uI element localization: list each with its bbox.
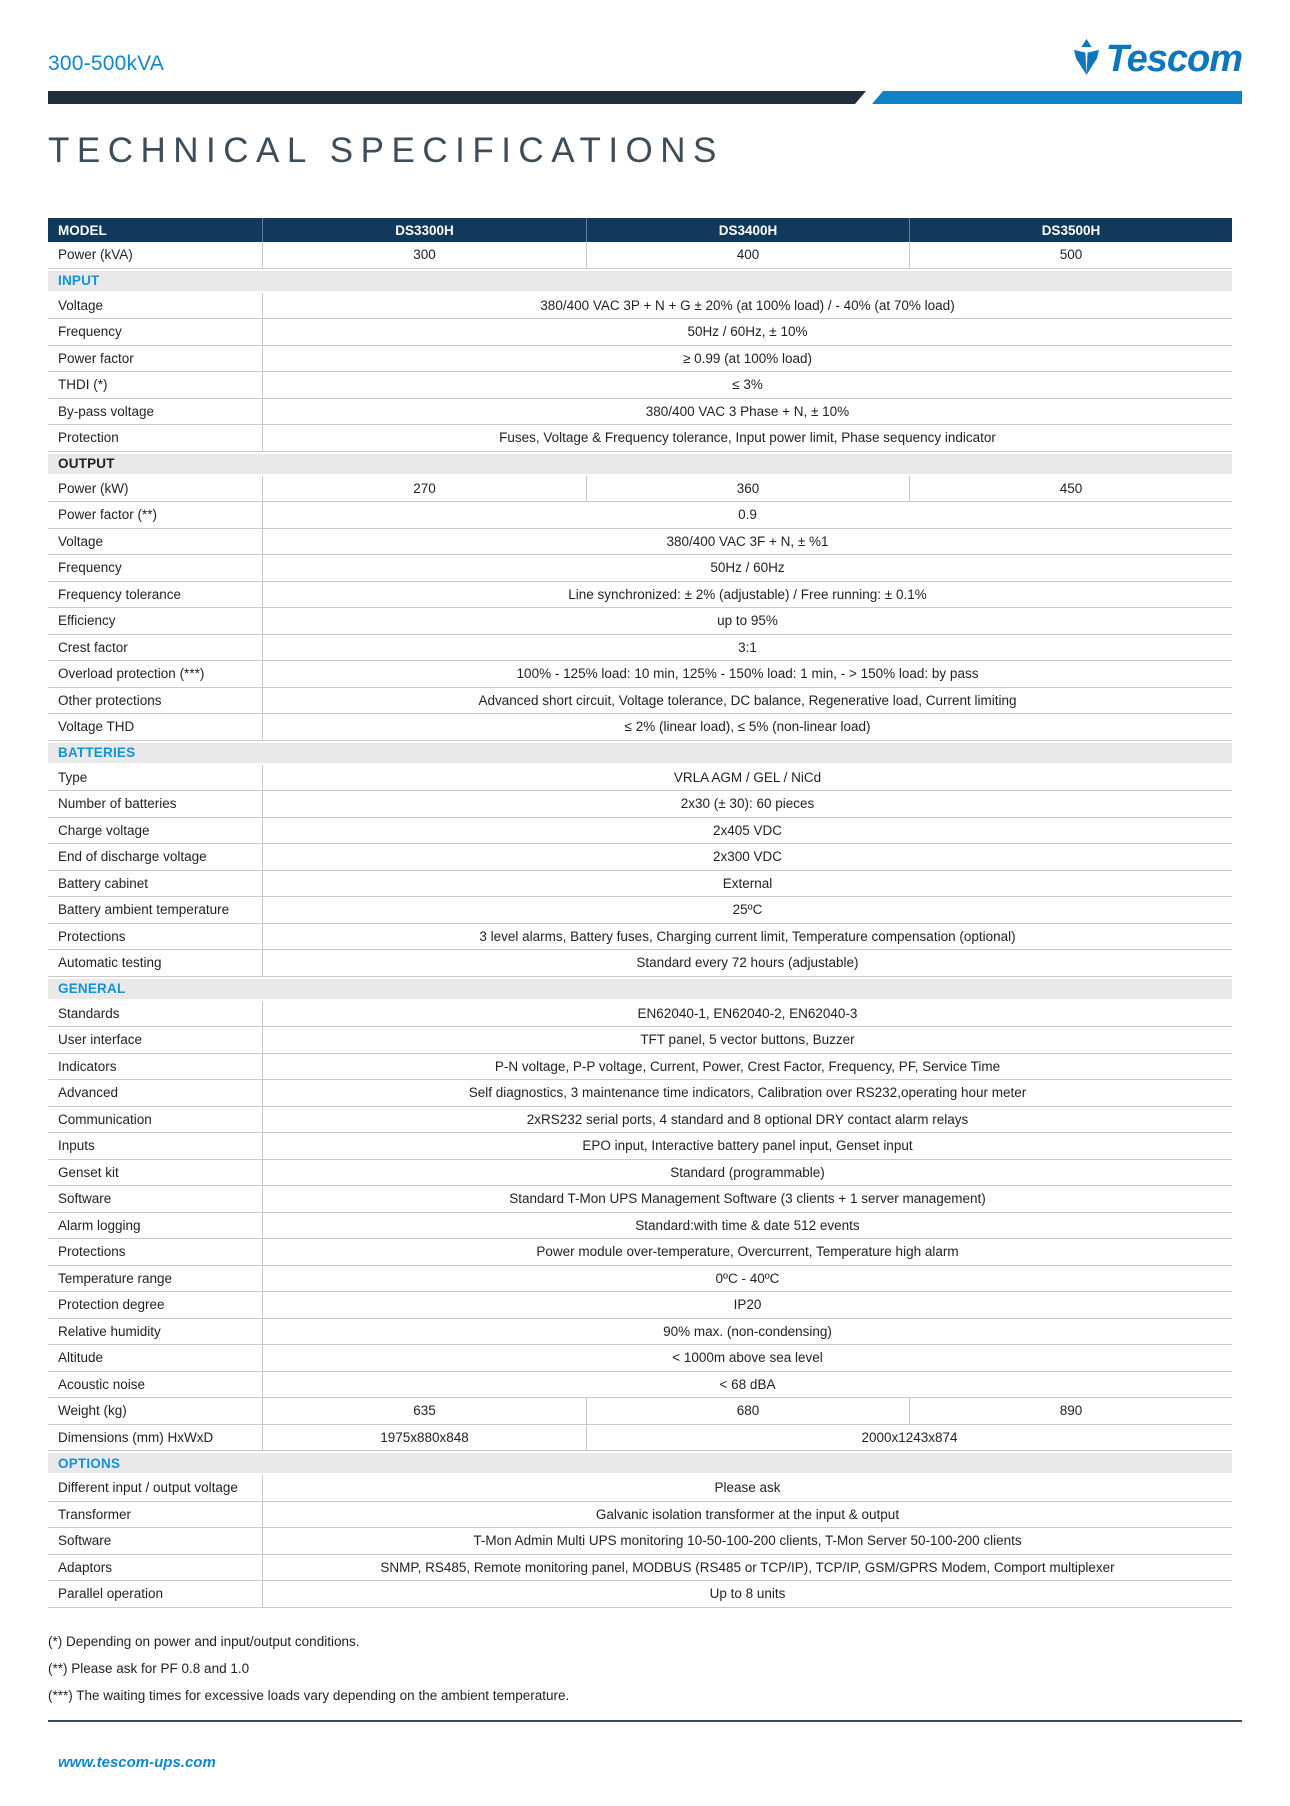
spec-value: Fuses, Voltage & Frequency tolerance, Input power limit, Phase sequency indicator [499,430,996,446]
row-label: Parallel operation [48,1581,263,1607]
row-values [263,372,1232,398]
tescom-logo [1073,39,1242,78]
header-divider-bar [48,91,1242,104]
table-row [48,1027,1232,1054]
spec-value: 2x405 VDC [712,822,783,838]
spec-value: Line synchronized: ± 2% (adjustable) / Free running: ± 0.1% [568,586,927,602]
row-label: Adaptors [48,1555,263,1581]
spec-value: 2000x1243x874 [586,1425,1232,1451]
table-row [48,529,1232,556]
row-label: Protection degree [48,1292,263,1318]
spec-value: 25ºC [732,902,763,918]
spec-value: EN62040-1, EN62040-2, EN62040-3 [637,1005,858,1021]
model-header-cell: DS3400H [586,218,909,242]
row-label: Number of batteries [48,791,263,817]
spec-value: VRLA AGM / GEL / NiCd [673,769,822,785]
row-label: By-pass voltage [48,399,263,425]
spec-value: 0.9 [738,507,757,523]
row-values [263,242,1232,268]
row-values [263,608,1232,634]
spec-value: < 1000m above sea level [672,1350,823,1366]
table-row [48,1319,1232,1346]
spec-value: Advanced short circuit, Voltage tolerance, DC balance, Regenerative load, Current limiting [478,692,1017,708]
row-label: Acoustic noise [48,1372,263,1398]
row-label: Inputs [48,1133,263,1159]
section-row [48,1453,1232,1473]
footnote: (*) Depending on power and input/output conditions. [48,1633,360,1649]
row-values [263,1186,1232,1212]
spec-value: 380/400 VAC 3 Phase + N, ± 10% [645,403,850,419]
divider-bar-dark-segment [48,91,866,104]
spec-value: 3:1 [738,639,757,655]
section-row [48,271,1232,291]
row-label: Frequency tolerance [48,582,263,608]
row-label: Alarm logging [48,1213,263,1239]
spec-value: 90% max. (non-condensing) [663,1323,832,1339]
table-row [48,399,1232,426]
spec-value: Standard (programmable) [670,1164,825,1180]
table-row [48,476,1232,503]
row-label: Frequency [48,555,263,581]
spec-value: 360 [586,476,909,502]
row-label: Battery ambient temperature [48,897,263,923]
row-label: Advanced [48,1080,263,1106]
spec-value: 100% - 125% load: 10 min, 125% - 150% load: 1 min, - > 150% load: by pass [516,666,979,682]
row-values [263,714,1232,740]
table-row [48,1054,1232,1081]
section-row [48,979,1232,999]
spec-value: EPO input, Interactive battery panel input, Genset input [582,1138,913,1154]
table-row [48,688,1232,715]
footnote: (***) The waiting times for excessive loads vary depending on the ambient temperature. [48,1687,570,1703]
spec-value: ≤ 3% [732,377,763,393]
section-label: INPUT [58,273,100,288]
table-row [48,871,1232,898]
tescom-logo-icon [1073,39,1100,78]
table-row [48,1107,1232,1134]
spec-value: P-N voltage, P-P voltage, Current, Power, Crest Factor, Frequency, PF, Service Time [494,1058,1001,1074]
row-label: Voltage [48,529,263,555]
table-row [48,714,1232,741]
row-label: User interface [48,1027,263,1053]
row-label: Software [48,1528,263,1554]
row-label: Altitude [48,1345,263,1371]
brand-wordmark: Tescom [1105,38,1242,80]
spec-value: ≤ 2% (linear load), ≤ 5% (non-linear load) [624,719,871,735]
spec-value: 2xRS232 serial ports, 4 standard and 8 optional DRY contact alarm relays [526,1111,969,1127]
row-values [263,529,1232,555]
row-values [263,555,1232,581]
spec-value: Galvanic isolation transformer at the input & output [595,1506,900,1522]
spec-value: IP20 [733,1297,762,1313]
row-values [263,319,1232,345]
row-label: Protection [48,425,263,451]
table-row [48,1425,1232,1452]
row-values [263,502,1232,528]
divider-bar-blue-segment [872,91,1242,104]
table-row [48,372,1232,399]
model-header-cell: DS3300H [395,222,454,238]
row-values [263,1345,1232,1371]
row-values [263,1080,1232,1106]
spec-value: TFT panel, 5 vector buttons, Buzzer [640,1032,855,1048]
row-values [263,1001,1232,1027]
row-label: Relative humidity [48,1319,263,1345]
row-values [263,871,1232,897]
row-label: Software [48,1186,263,1212]
table-row [48,924,1232,951]
spec-value: ≥ 0.99 (at 100% load) [683,350,812,366]
table-row [48,1292,1232,1319]
spec-value: T-Mon Admin Multi UPS monitoring 10-50-100-200 clients, T-Mon Server 50-100-200 clients [473,1533,1022,1549]
table-row [48,1266,1232,1293]
table-row [48,1502,1232,1529]
table-row [48,765,1232,792]
row-values [263,1555,1232,1581]
page-header [48,34,1242,78]
row-values [263,1213,1232,1239]
row-values [263,635,1232,661]
row-label: Voltage THD [48,714,263,740]
spec-table [48,218,1232,1608]
row-values [263,818,1232,844]
footnote: (**) Please ask for PF 0.8 and 1.0 [48,1660,250,1676]
table-row [48,1581,1232,1608]
row-label: Battery cabinet [48,871,263,897]
row-values [263,582,1232,608]
row-label: THDI (*) [48,372,263,398]
row-values [263,425,1232,451]
row-label: Power factor (**) [48,502,263,528]
row-values [263,1502,1232,1528]
spec-value: 0ºC - 40ºC [715,1270,780,1286]
section-label: OUTPUT [58,456,115,471]
spec-value: Up to 8 units [709,1586,786,1602]
row-values [263,399,1232,425]
row-label: Weight (kg) [48,1398,263,1424]
section-label: GENERAL [58,981,126,996]
table-row [48,1372,1232,1399]
spec-value: Standard T-Mon UPS Management Software (3 clients + 1 server management) [509,1191,986,1207]
row-values [263,844,1232,870]
row-values [263,661,1232,687]
spec-value: Standard:with time & date 512 events [635,1217,860,1233]
section-label: OPTIONS [58,1455,121,1471]
spec-value: 380/400 VAC 3F + N, ± %1 [666,533,829,549]
table-row [48,346,1232,373]
row-values [263,1054,1232,1080]
table-row [48,1555,1232,1582]
row-values [263,1581,1232,1607]
row-label: Voltage [48,293,263,319]
row-label: Standards [48,1001,263,1027]
row-label: Indicators [48,1054,263,1080]
row-label: Other protections [48,688,263,714]
spec-value: 2x300 VDC [712,849,783,865]
table-row [48,818,1232,845]
row-label: Type [48,765,263,791]
row-label: Frequency [48,319,263,345]
row-values [263,1475,1232,1501]
table-row [48,1001,1232,1028]
table-row [48,1239,1232,1266]
row-values [263,1292,1232,1318]
table-row [48,319,1232,346]
row-values [263,293,1232,319]
table-row [48,608,1232,635]
spec-value: 380/400 VAC 3P + N + G ± 20% (at 100% load) / - 40% (at 70% load) [540,297,955,313]
row-label: Temperature range [48,1266,263,1292]
row-label: Power factor [48,346,263,372]
spec-value: 635 [413,1403,436,1419]
row-label: Genset kit [48,1160,263,1186]
row-values [263,924,1232,950]
spec-value: up to 95% [717,613,778,629]
table-row [48,1213,1232,1240]
table-row [48,1398,1232,1425]
row-label: Protections [48,924,263,950]
row-label: Power (kVA) [48,242,263,268]
footer-rule [48,1720,1242,1722]
table-row [48,1186,1232,1213]
spec-value: 3 level alarms, Battery fuses, Charging current limit, Temperature compensation (optional) [479,928,1016,944]
spec-value: 270 [413,480,436,496]
spec-value: Self diagnostics, 3 maintenance time indicators, Calibration over RS232,operating hour meter [468,1085,1027,1101]
spec-value: External [722,875,773,891]
section-label: BATTERIES [58,745,136,760]
row-label: Automatic testing [48,950,263,976]
table-row [48,791,1232,818]
row-values [263,476,1232,502]
row-values [263,1319,1232,1345]
table-row [48,1080,1232,1107]
page-title: TECHNICAL SPECIFICATIONS [48,131,724,170]
table-row [48,844,1232,871]
table-row [48,242,1232,269]
row-label: End of discharge voltage [48,844,263,870]
table-row [48,293,1232,320]
row-values [263,1027,1232,1053]
spec-value: 2x30 (± 30): 60 pieces [680,796,815,812]
spec-value: 300 [413,247,436,263]
table-row [48,1133,1232,1160]
spec-value: 450 [909,476,1232,502]
row-values [263,1107,1232,1133]
row-label: Efficiency [48,608,263,634]
spec-value: SNMP, RS485, Remote monitoring panel, MODBUS (RS485 or TCP/IP), TCP/IP, GSM/GPRS Modem, Comport multiplexer [380,1559,1115,1575]
footnotes [48,1628,1242,1709]
section-row [48,743,1232,763]
model-header-values [263,218,1232,242]
spec-value: 680 [586,1398,909,1424]
model-header-row [48,218,1232,242]
spec-value: Please ask [714,1480,781,1496]
spec-value: 500 [909,242,1232,268]
table-row [48,582,1232,609]
row-values [263,1133,1232,1159]
website-link[interactable]: www.tescom-ups.com [58,1754,216,1771]
spec-value: 400 [586,242,909,268]
spec-value: 50Hz / 60Hz [710,560,785,576]
table-row [48,1160,1232,1187]
table-row [48,897,1232,924]
table-row [48,425,1232,452]
product-range-label: 300-500kVA [48,52,165,75]
row-label: Overload protection (***) [48,661,263,687]
spec-value: 890 [909,1398,1232,1424]
spec-value: Power module over-temperature, Overcurrent, Temperature high alarm [536,1244,959,1260]
row-label: Transformer [48,1502,263,1528]
row-values [263,688,1232,714]
spec-value: 50Hz / 60Hz, ± 10% [687,324,808,340]
row-values [263,791,1232,817]
row-values [263,1528,1232,1554]
row-values [263,1266,1232,1292]
row-values [263,1398,1232,1424]
spec-value: Standard every 72 hours (adjustable) [636,955,859,971]
row-values [263,1425,1232,1451]
table-row [48,502,1232,529]
table-row [48,555,1232,582]
row-values [263,1372,1232,1398]
spec-value: 1975x880x848 [380,1429,469,1445]
model-header-label: MODEL [48,218,263,242]
row-label: Dimensions (mm) HxWxD [48,1425,263,1451]
row-values [263,765,1232,791]
row-label: Crest factor [48,635,263,661]
row-label: Charge voltage [48,818,263,844]
row-values [263,1160,1232,1186]
row-label: Communication [48,1107,263,1133]
row-values [263,1239,1232,1265]
table-row [48,950,1232,977]
row-label: Different input / output voltage [48,1475,263,1501]
table-row [48,1475,1232,1502]
row-values [263,897,1232,923]
table-row [48,635,1232,662]
table-row [48,1345,1232,1372]
table-row [48,1528,1232,1555]
section-row [48,454,1232,474]
spec-value: < 68 dBA [719,1376,776,1392]
model-header-cell: DS3500H [909,218,1232,242]
row-values [263,346,1232,372]
row-values [263,950,1232,976]
table-row [48,661,1232,688]
row-label: Protections [48,1239,263,1265]
row-label: Power (kW) [48,476,263,502]
